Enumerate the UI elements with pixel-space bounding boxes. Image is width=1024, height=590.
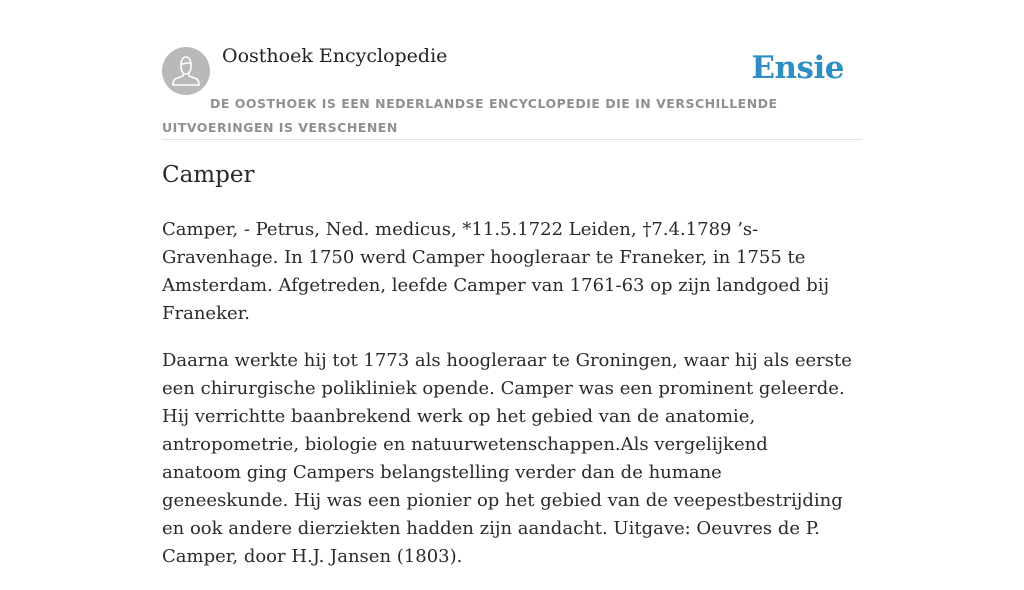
source-tagline: DE OOSTHOEK IS EEN NEDERLANDSE ENCYCLOPEDIE DIE IN VERSCHILLENDE UITVOERINGEN IS VERSCHENEN bbox=[162, 96, 778, 135]
article-body bbox=[162, 216, 852, 590]
source-name[interactable]: Oosthoek Encyclopedie bbox=[222, 45, 448, 67]
article-paragraph-1: Camper, - Petrus, Ned. medicus, *11.5.1722 Leiden, †7.4.1789 ’s-Gravenhage. In 1750 werd Camper hoogleraar te Franeker, in 1755 te Amsterdam. Afgetreden, leefde Camper van 1761-63 op zijn landgoed bij Franeker. bbox=[162, 219, 830, 324]
header-divider bbox=[162, 139, 862, 140]
article-title: Camper bbox=[162, 162, 255, 188]
source-header bbox=[162, 40, 862, 140]
user-silhouette-icon[interactable] bbox=[162, 47, 210, 95]
article-paragraph-2: Daarna werkte hij tot 1773 als hoogleraar te Groningen, waar hij als eerste een chirurgische polikliniek opende. Camper was een prominent geleerde. Hij verrichtte baanbrekend werk op het gebied van de anatomie, antropometrie, biologie en natuurwetenschappen.Als vergelijkend anatoom ging Campers belangstelling verder dan de humane geneeskunde. Hij was een pionier op het gebied van de veepestbestrijding en ook andere dierziekten hadden zijn aandacht. Uitgave: Oeuvres de P. Camper, door H.J. Jansen (1803). bbox=[162, 350, 852, 567]
brand-logo[interactable]: Ensie bbox=[751, 50, 844, 86]
